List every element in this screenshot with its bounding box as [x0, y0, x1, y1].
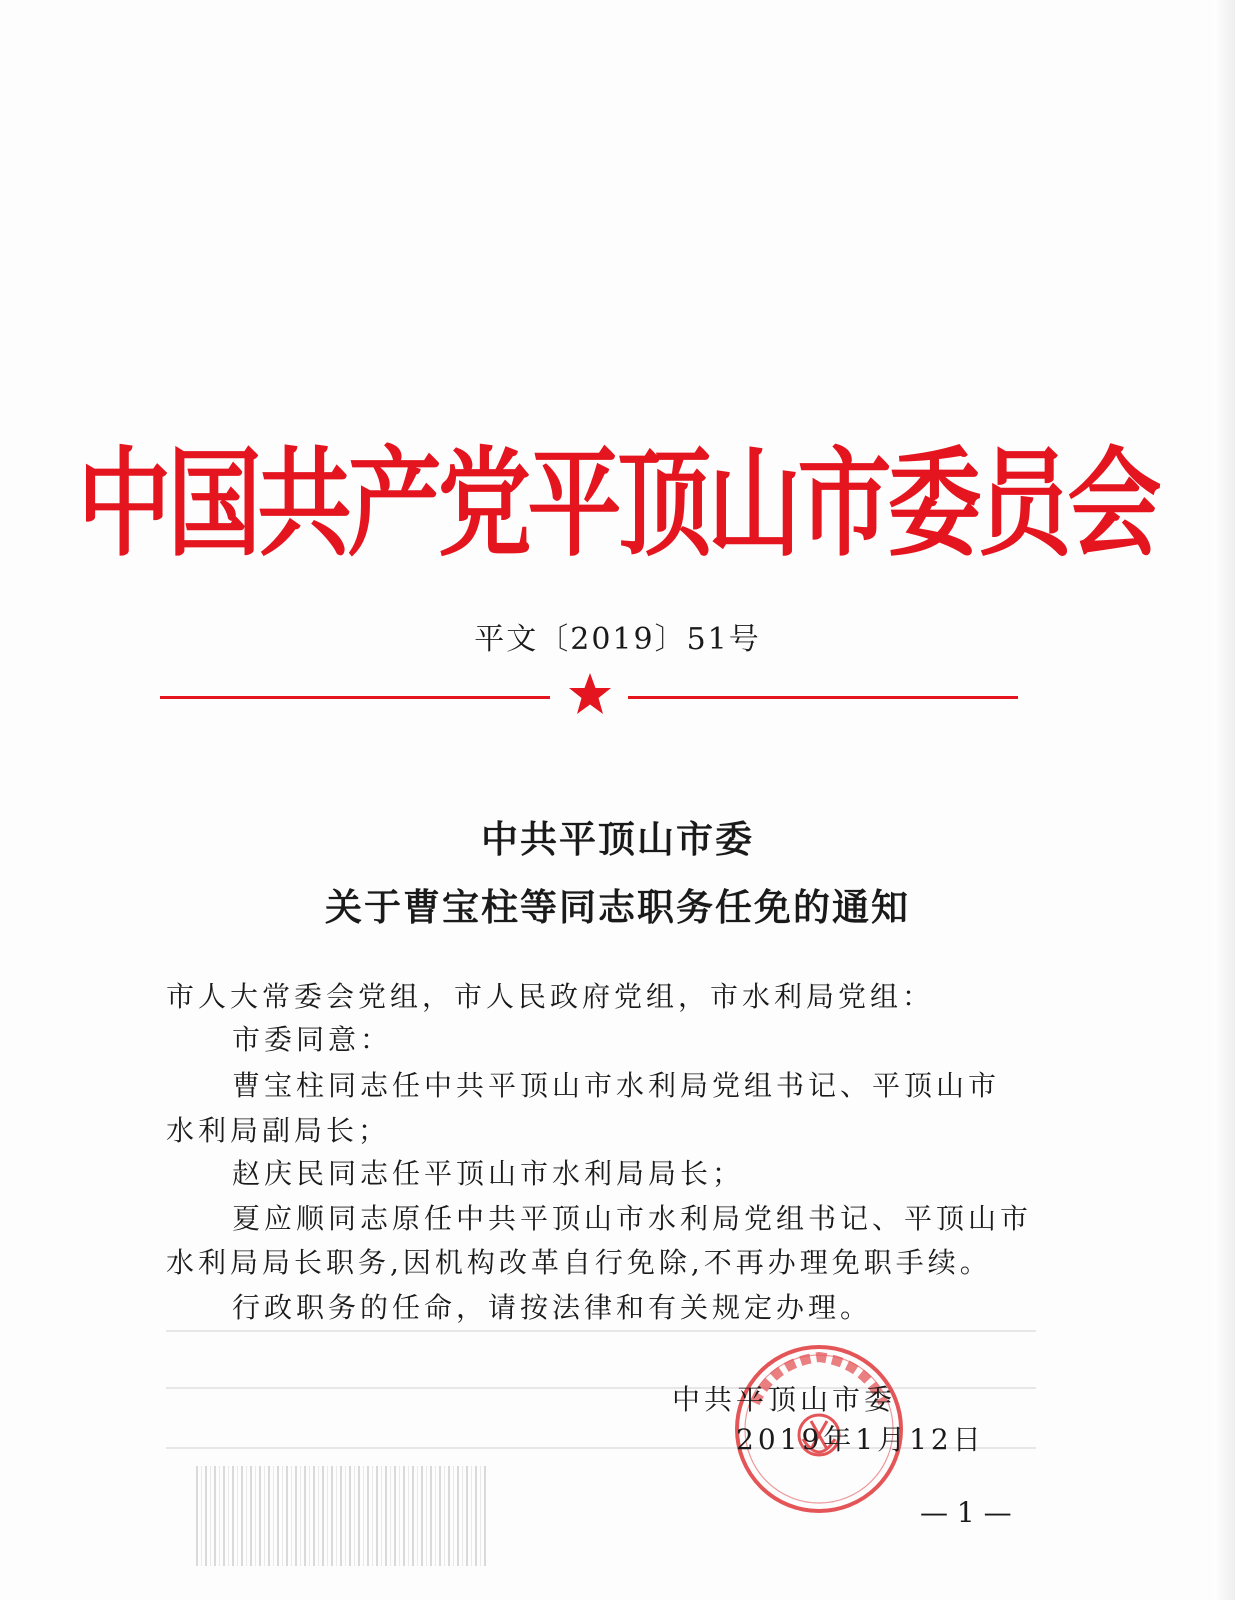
item2-line: 赵庆民同志任平顶山市水利局局长；	[232, 1157, 745, 1190]
notice-title-line-2: 关于曹宝柱等同志职务任免的通知	[325, 886, 910, 929]
item1-line2: 水利局副局长；	[166, 1114, 391, 1147]
item1-line1: 曹宝柱同志任中共平顶山市水利局党组书记、平顶山市	[232, 1069, 1001, 1102]
recipients-line: 市人大常委会党组，市人民政府党组，市水利局党组：	[166, 980, 935, 1013]
red-masthead: 中国共产党平顶山市委员会	[77, 436, 1158, 573]
red-rule-right	[628, 696, 1018, 699]
red-rule-left	[160, 696, 550, 699]
scan-edge	[1213, 0, 1235, 1600]
intro-line: 市委同意：	[232, 1023, 393, 1056]
bleed-through-barcode	[196, 1466, 486, 1566]
notice-title-line-1: 中共平顶山市委	[481, 818, 754, 861]
signing-organization: 中共平顶山市委	[672, 1383, 897, 1416]
star-icon	[567, 671, 613, 717]
signing-date: 2019年1月12日	[736, 1423, 985, 1456]
item3-line1: 夏应顺同志原任中共平顶山市水利局党组书记、平顶山市	[232, 1202, 1033, 1235]
document-number: 平文〔2019〕51号	[474, 622, 761, 657]
page-number: — 1 —	[920, 1496, 1012, 1529]
bleed-through-rule	[166, 1330, 1036, 1332]
bleed-through-rule	[166, 1387, 1036, 1389]
closing-line: 行政职务的任命，请按法律和有关规定办理。	[232, 1291, 873, 1324]
item3-line2: 水利局局长职务,因机构改革自行免除,不再办理免职手续。	[166, 1246, 992, 1279]
